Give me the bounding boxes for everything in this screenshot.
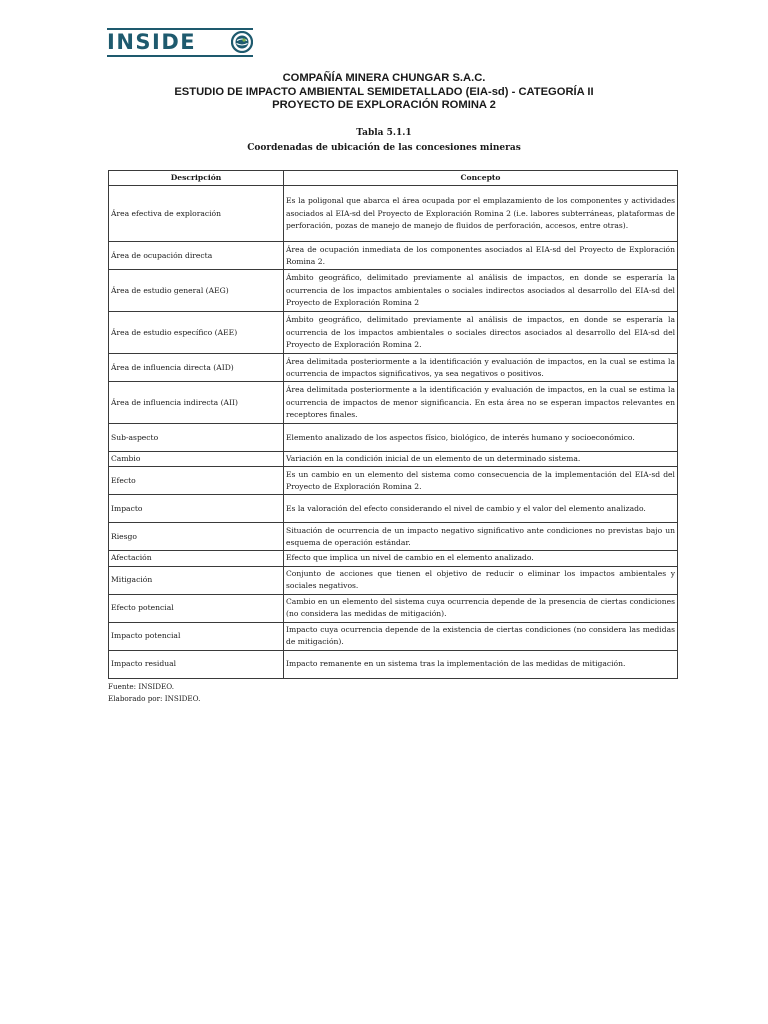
- row-concept: Es la valoración del efecto considerando el nivel de cambio y el valor del elemento analizado.: [284, 495, 678, 523]
- row-concept: Efecto que implica un nivel de cambio en el elemento analizado.: [284, 551, 678, 566]
- table-row: [109, 186, 678, 242]
- logo-text: INSIDE: [107, 30, 197, 54]
- row-concept: Área delimitada posteriormente a la identificación y evaluación de impactos, en la cual se estima la ocurrencia de impactos de menor significancia. En esta área no se esperan impactos relevantes en receptores finales.: [284, 382, 678, 424]
- row-concept: Ámbito geográfico, delimitado previamente al análisis de impactos, en donde se esperaría la ocurrencia de los impactos ambientales o sociales indirectos asociados al desarrollo del EIA-sd del Proyecto de Exploración Romina 2: [284, 270, 678, 312]
- row-description: Cambio: [109, 452, 284, 467]
- table-row: [109, 312, 678, 354]
- table-row: [109, 467, 678, 495]
- row-description: Área de estudio general (AEG): [109, 270, 284, 312]
- table-row: [109, 354, 678, 382]
- table-number: Tabla 5.1.1: [356, 128, 412, 138]
- definitions-table: [108, 170, 678, 679]
- row-description: Área efectiva de exploración: [109, 186, 284, 242]
- prepared-by-note: Elaborado por: INSIDEO.: [108, 694, 201, 703]
- table-title: Coordenadas de ubicación de las concesiones mineras: [247, 143, 521, 153]
- table-row: [109, 566, 678, 594]
- source-note: Fuente: INSIDEO.: [108, 682, 175, 691]
- company-name: COMPAÑÍA MINERA CHUNGAR S.A.C.: [282, 72, 486, 84]
- table-row: [109, 495, 678, 523]
- row-description: Sub-aspecto: [109, 424, 284, 452]
- logo-bottom-rule: [107, 55, 253, 57]
- project-name: PROYECTO DE EXPLORACIÓN ROMINA 2: [272, 99, 496, 112]
- row-description: Área de influencia directa (AID): [109, 354, 284, 382]
- globe-icon: [231, 31, 253, 53]
- document-header: [0, 72, 768, 113]
- row-description: Afectación: [109, 551, 284, 566]
- row-concept: Variación en la condición inicial de un elemento de un determinado sistema.: [284, 452, 678, 467]
- row-description: Mitigación: [109, 566, 284, 594]
- table-row: [109, 523, 678, 551]
- study-title: ESTUDIO DE IMPACTO AMBIENTAL SEMIDETALLADO (EIA-sd) - CATEGORÍA II: [174, 85, 594, 98]
- row-description: Efecto potencial: [109, 594, 284, 622]
- table-header-row: [109, 171, 678, 186]
- row-description: Efecto: [109, 467, 284, 495]
- row-concept: Área de ocupación inmediata de los componentes asociados al EIA-sd del Proyecto de Exploración Romina 2.: [284, 242, 678, 270]
- row-concept: Elemento analizado de los aspectos físico, biológico, de interés humano y socioeconómico.: [284, 424, 678, 452]
- column-header-description: Descripción: [109, 171, 284, 186]
- row-description: Impacto: [109, 495, 284, 523]
- table-row: [109, 452, 678, 467]
- column-header-concept: Concepto: [284, 171, 678, 186]
- row-concept: Es un cambio en un elemento del sistema como consecuencia de la implementación del EIA-sd del Proyecto de Exploración Romina 2.: [284, 467, 678, 495]
- table-body: [109, 186, 678, 678]
- row-description: Impacto potencial: [109, 622, 284, 650]
- table-row: [109, 270, 678, 312]
- row-concept: Área delimitada posteriormente a la identificación y evaluación de impactos, en la cual se estima la ocurrencia de impactos significativos, ya sea negativos o positivos.: [284, 354, 678, 382]
- table-notes: [108, 681, 508, 705]
- table-row: [109, 594, 678, 622]
- row-concept: Impacto remanente en un sistema tras la implementación de las medidas de mitigación.: [284, 650, 678, 678]
- table-row: [109, 424, 678, 452]
- table-row: [109, 650, 678, 678]
- insideo-logo: [107, 28, 255, 58]
- row-concept: Cambio en un elemento del sistema cuya ocurrencia depende de la presencia de ciertas condiciones (no considera las medidas de mitigación).: [284, 594, 678, 622]
- row-description: Riesgo: [109, 523, 284, 551]
- row-concept: Ámbito geográfico, delimitado previamente al análisis de impactos, en donde se esperaría la ocurrencia de los impactos ambientales o sociales directos asociados al desarrollo del EIA-sd del Proyecto de Exploración Romina 2.: [284, 312, 678, 354]
- table-row: [109, 242, 678, 270]
- table-row: [109, 551, 678, 566]
- table-row: [109, 622, 678, 650]
- row-concept: Situación de ocurrencia de un impacto negativo significativo ante condiciones no previstas bajo un esquema de operación estándar.: [284, 523, 678, 551]
- row-concept: Impacto cuya ocurrencia depende de la existencia de ciertas condiciones (no considera las medidas de mitigación).: [284, 622, 678, 650]
- row-concept: Conjunto de acciones que tienen el objetivo de reducir o eliminar los impactos ambientales y sociales negativos.: [284, 566, 678, 594]
- row-description: Área de estudio específico (AEE): [109, 312, 284, 354]
- row-concept: Es la poligonal que abarca el área ocupada por el emplazamiento de los componentes y actividades asociados al EIA-sd del Proyecto de Exploración Romina 2 (i.e. labores subterráneas, plataformas de perforación, pozas de manejo de manejo de fluidos de perforación, accesos, entre otras).: [284, 186, 678, 242]
- row-description: Área de influencia indirecta (AII): [109, 382, 284, 424]
- row-description: Impacto residual: [109, 650, 284, 678]
- row-description: Área de ocupación directa: [109, 242, 284, 270]
- table-row: [109, 382, 678, 424]
